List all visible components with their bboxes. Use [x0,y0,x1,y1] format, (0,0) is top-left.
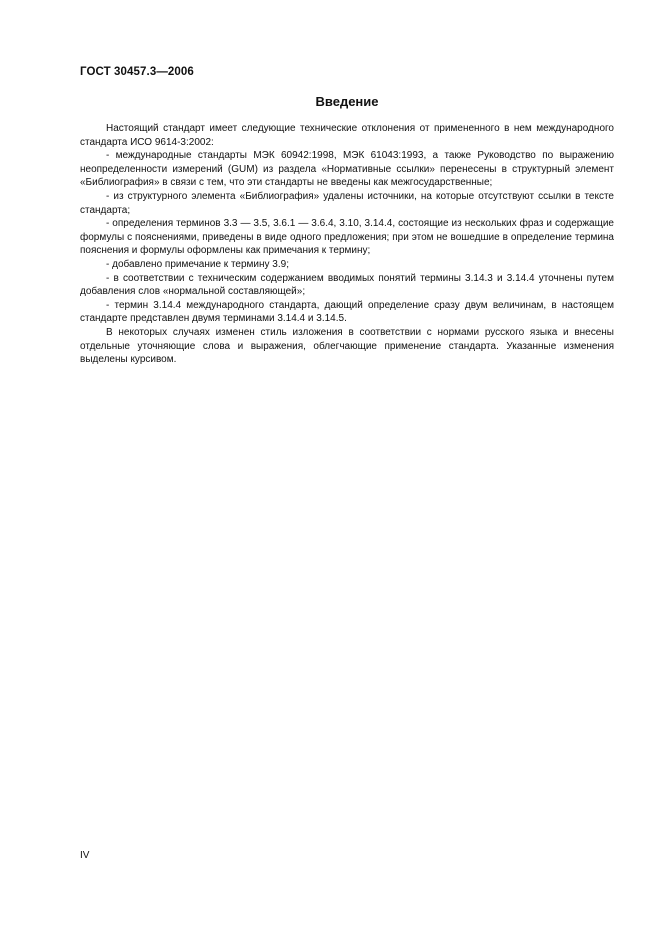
page-number: IV [80,850,90,861]
paragraph-intro: Настоящий стандарт имеет следующие технические отклонения от примененного в нем международного стандарта ИСО 9614-3:2002: [80,123,614,148]
paragraph-deviation-1: - международные стандарты МЭК 60942:1998, МЭК 61043:1993, а также Руководство по выражению неопределенности измерений (GUM) из раздела «Нормативные ссылки» перенесены в структурный элемент «Библиография» в связи с тем, что эти стандарты не введены как межгосударственные; [80,150,614,189]
paragraph-style-note: В некоторых случаях изменен стиль изложения в соответствии с нормами русского языка и внесены отдельные уточняющие слова и выражения, облегчающие применение стандарта. Указанные изменения выделены курсивом. [80,326,614,366]
section-title: Введение [315,94,379,109]
paragraph-deviation-3: - определения терминов 3.3 — 3.5, 3.6.1 — 3.6.4, 3.10, 3.14.4, состоящие из нескольких фраз и содержащие формулы с пояснениями, приведены в виде одного предложения; при этом не вошедшие в определение термина пояснения и формулы оформлены как примечания к термину; [80,218,614,257]
paragraph-deviation-4: - добавлено примечание к термину 3.9; [106,258,289,270]
paragraph-deviation-6: - термин 3.14.4 международного стандарта, дающий определение сразу двум величинам, в настоящем стандарте представлен двумя терминами 3.14.4 и 3.14.5. [80,299,614,325]
body-text [80,122,614,367]
document-header: ГОСТ 30457.3—2006 [80,66,194,78]
paragraph-deviation-2: - из структурного элемента «Библиография» удалены источники, на которые отсутствуют ссылки в тексте стандарта; [80,190,614,216]
paragraph-deviation-5: - в соответствии с техническим содержанием вводимых понятий термины 3.14.3 и 3.14.4 уточнены путем добавления слов «нормальной составляющей»; [80,272,614,298]
